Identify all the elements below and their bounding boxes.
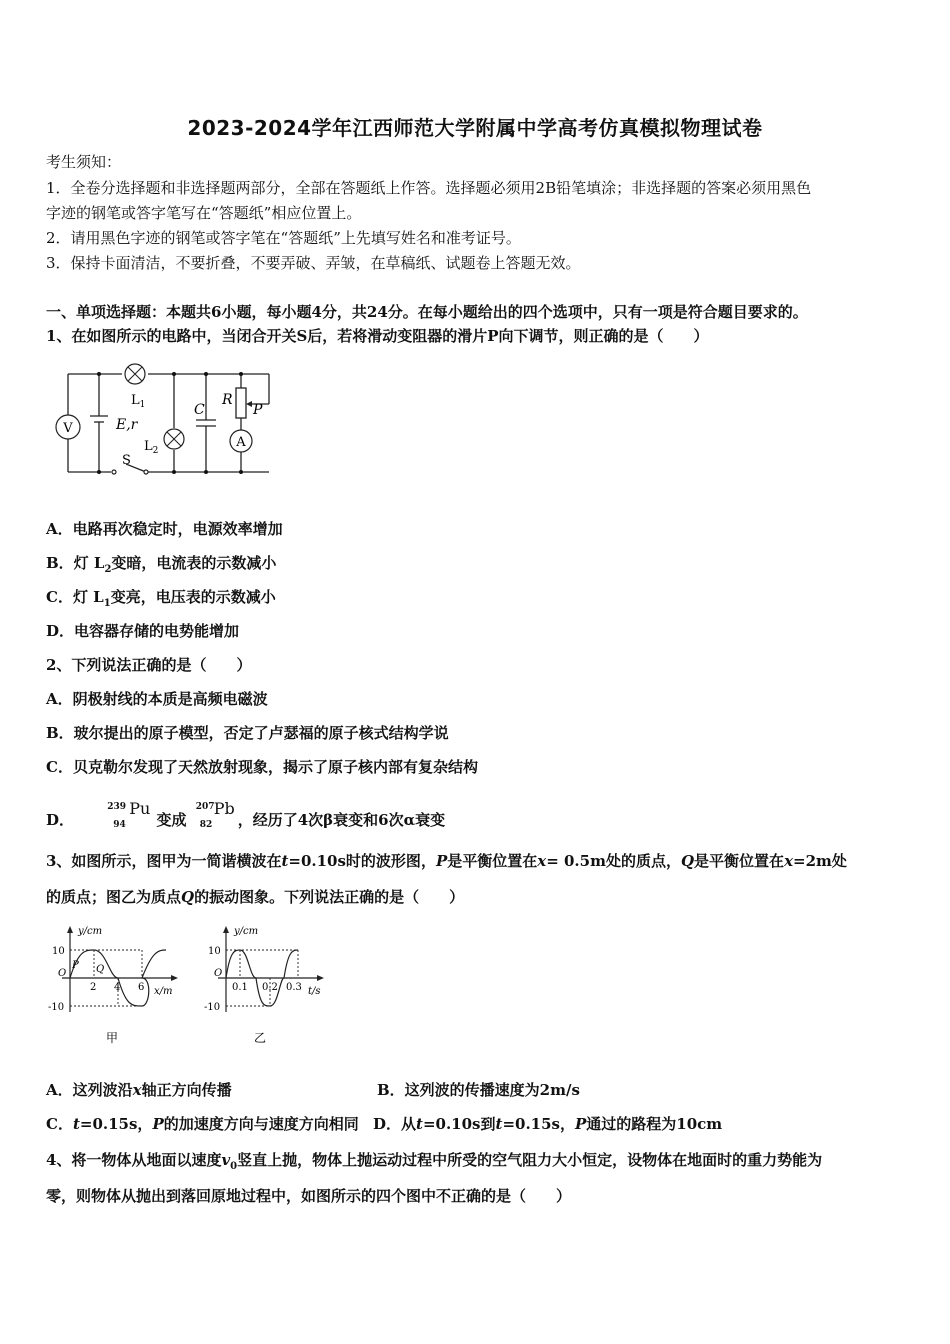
q2-option-c: C．贝克勒尔发现了天然放射现象，揭示了原子核内部有复杂结构 xyxy=(46,758,478,776)
notice-line: 2．请用黑色字迹的钢笔或答字笔在“答题纸”上先填写姓名和准考证号。 xyxy=(46,229,521,247)
question-2-stem: 2、下列说法正确的是（ ） xyxy=(46,656,252,674)
figure-caption-jia: 甲 xyxy=(106,1031,119,1045)
q1-option-c: C．灯 $L_1$变亮，电压表的示数减小 xyxy=(46,588,276,609)
notice-heading: 考生须知： xyxy=(46,153,122,171)
q2-option-b: B．玻尔提出的原子模型，否定了卢瑟福的原子核式结构学说 xyxy=(46,724,449,742)
tick-0-1: 0.1 xyxy=(232,982,248,993)
section-heading: 一、单项选择题：本题共6小题，每小题4分，共24分。在每小题给出的四个选项中，只有一项是符合题目要求的。 xyxy=(46,303,808,321)
q3-option-b: B．这列波的传播速度为2m/s xyxy=(377,1081,580,1099)
voltmeter-label: V xyxy=(63,421,73,436)
q1-option-d: D．电容器存储的电势能增加 xyxy=(46,622,240,640)
tick-0-2: 0.2 xyxy=(262,982,278,993)
wave-graph-jia xyxy=(44,922,184,1052)
x-axis-label: t/s xyxy=(308,986,321,997)
tick-4: 4 xyxy=(114,982,121,993)
question-1-stem: 1、在如图所示的电路中，当闭合开关S后，若将滑动变阻器的滑片P向下调节，则正确的是（ ） xyxy=(46,327,709,345)
tick-10: 10 xyxy=(208,946,221,957)
y-axis-label: y/cm xyxy=(78,926,103,937)
point-q-label: Q xyxy=(96,964,105,975)
q1-option-b: B．灯 $L_2$变暗，电流表的示数减小 xyxy=(46,554,277,575)
nuclide-pb: 207 82 Pb xyxy=(195,799,235,830)
origin-label: O xyxy=(214,968,223,979)
q2-option-d: D． 239 94 Pu 变成 207 82 Pb ，经历了4次β衰变和6次α衰变 xyxy=(46,799,446,830)
ammeter-label: A xyxy=(236,435,246,450)
q3-option-d: D．从t=0.10s到t=0.15s，P通过的路程为10cm xyxy=(373,1115,723,1133)
tick-2: 2 xyxy=(90,982,97,993)
question-4-stem-line2: 零，则物体从抛出到落回原地过程中，如图所示的四个图中不正确的是（ ） xyxy=(46,1187,572,1205)
tick-10: 10 xyxy=(52,946,65,957)
switch-contact xyxy=(144,470,148,474)
slider-label: P xyxy=(253,402,263,418)
tick-6: 6 xyxy=(138,982,145,993)
l2-label: $L_2$ xyxy=(144,439,159,456)
origin-label: O xyxy=(58,968,67,979)
q2-option-a: A．阴极射线的本质是高频电磁波 xyxy=(46,690,268,708)
q1-option-a: A．电路再次稳定时，电源效率增加 xyxy=(46,520,283,538)
tick-0-3: 0.3 xyxy=(286,982,302,993)
notice-line: 1．全卷分选择题和非选择题两部分，全部在答题纸上作答。选择题必须用2B铅笔填涂；非选择题的答案必须用黑色 xyxy=(46,179,812,197)
point-p-label: P xyxy=(72,960,79,971)
x-axis-label: x/m xyxy=(154,986,173,997)
y-axis-label: y/cm xyxy=(234,926,259,937)
l1-label: $L_1$ xyxy=(131,393,146,410)
switch-contact xyxy=(112,470,116,474)
question-3-stem-line2: 的质点；图乙为质点Q的振动图象。下列说法正确的是（ ） xyxy=(46,888,465,906)
page-title: 2023-2024学年江西师范大学附属中学高考仿真模拟物理试卷 xyxy=(187,116,763,140)
vibration-graph-yi xyxy=(200,922,340,1052)
switch-label: S xyxy=(122,453,131,468)
circuit-diagram xyxy=(46,360,286,480)
notice-line: 3．保持卡面清洁，不要折叠，不要弄破、弄皱，在草稿纸、试题卷上答题无效。 xyxy=(46,254,581,272)
tick-minus-10: -10 xyxy=(204,1002,221,1013)
q3-option-c: C．t=0.15s，P的加速度方向与速度方向相同 xyxy=(46,1115,359,1133)
rheostat-label: R xyxy=(222,392,233,408)
question-4-stem-line1: 4、将一物体从地面以速度$v_0$竖直上抛，物体上抛运动过程中所受的空气阻力大小恒定，设物体在地面时的重力势能为 xyxy=(46,1151,823,1172)
capacitor-label: C xyxy=(194,402,205,418)
question-3-stem-line1: 3、如图所示，图甲为一简谐横波在t=0.10s时的波形图，P是平衡位置在x= 0.5m处的质点，Q是平衡位置在x=2m处 xyxy=(46,852,847,870)
notice-line: 字迹的钢笔或答字笔写在“答题纸”相应位置上。 xyxy=(46,204,362,222)
nuclide-pu: 239 94 Pu xyxy=(107,799,151,830)
tick-minus-10: -10 xyxy=(48,1002,65,1013)
figure-caption-yi: 乙 xyxy=(254,1031,267,1045)
emf-label: E,r xyxy=(116,417,138,433)
q3-option-a: A．这列波沿x轴正方向传播 xyxy=(46,1081,232,1099)
